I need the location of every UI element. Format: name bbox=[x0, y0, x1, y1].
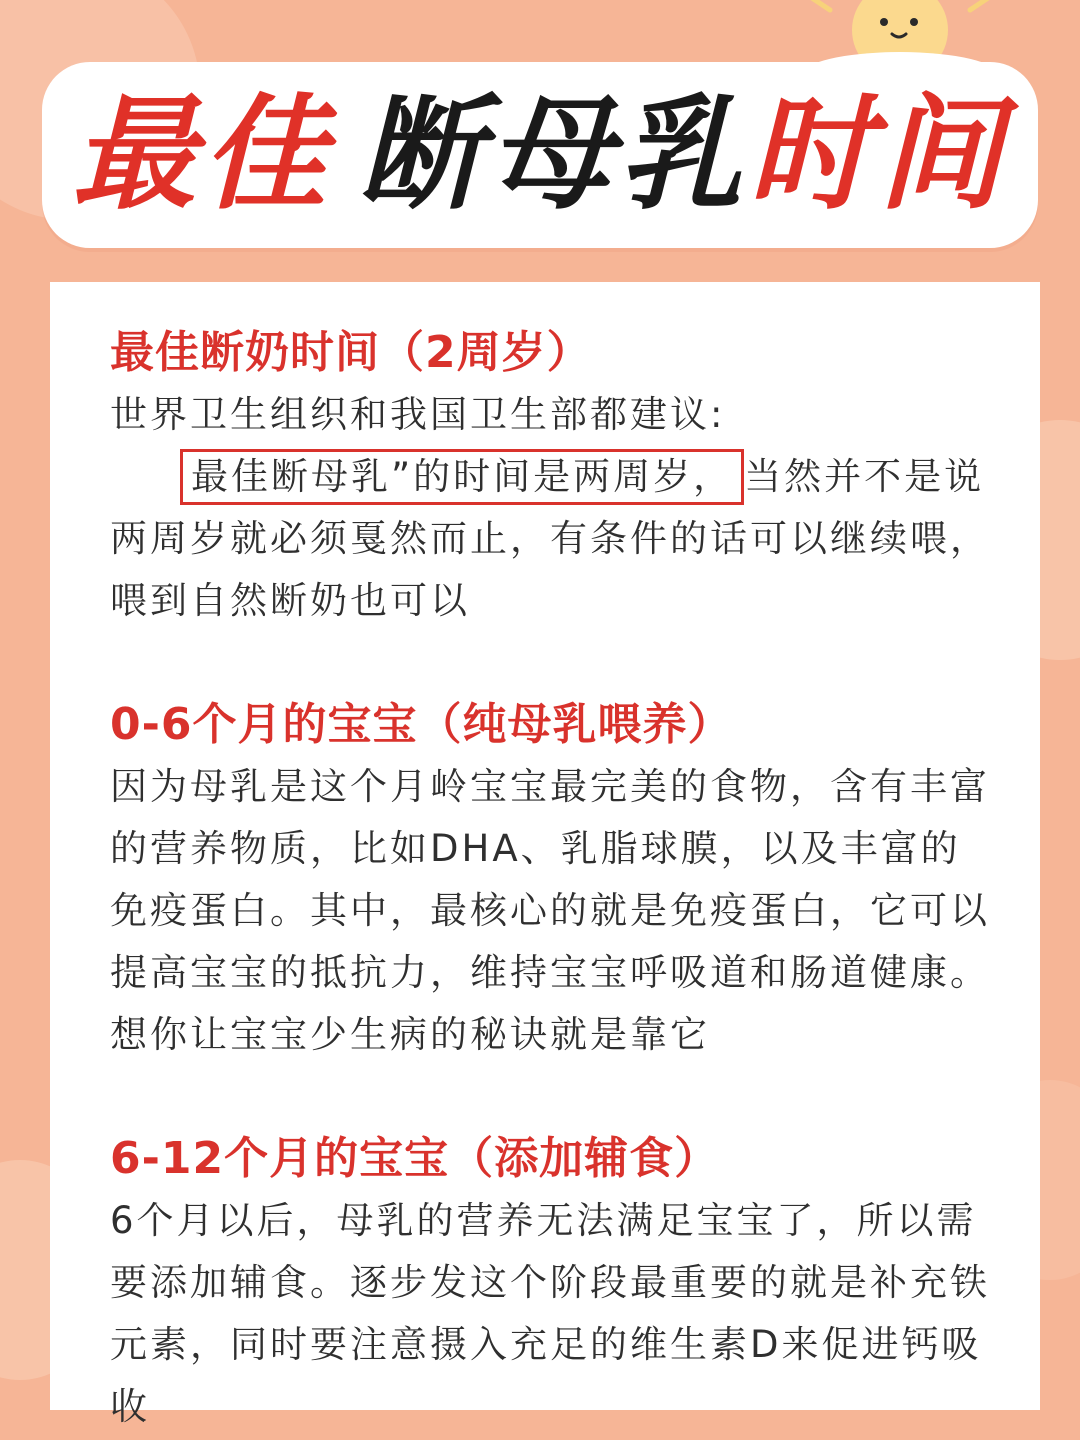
section-intro: 世界卫生组织和我国卫生部都建议: bbox=[110, 393, 726, 436]
section-best-weaning-time bbox=[110, 322, 990, 632]
section-body: 6个月以后，母乳的营养无法满足宝宝了，所以需要添加辅食。逐步发这个阶段最重要的就是补充铁元素，同时要注意摄入充足的维生素D来促进钙吸收 bbox=[110, 1199, 990, 1428]
highlight-box: 最佳断母乳”的时间是两周岁， bbox=[180, 449, 744, 505]
section-0-6-months bbox=[110, 694, 990, 1066]
title-part-3: 时间 bbox=[748, 83, 1009, 227]
section-body: 两周岁就必须戛然而止，有条件的话可以继续喂，喂到自然断奶也可以 bbox=[110, 517, 990, 622]
page-title bbox=[71, 83, 1009, 227]
title-part-1: 最佳 bbox=[71, 83, 332, 227]
section-heading: 0-6个月的宝宝（纯母乳喂养） bbox=[110, 699, 733, 750]
section-heading: 6-12个月的宝宝（添加辅食） bbox=[110, 1133, 720, 1184]
section-heading: 最佳断奶时间（2周岁） bbox=[110, 327, 592, 378]
content-card bbox=[50, 282, 1040, 1428]
highlight-line bbox=[110, 446, 990, 508]
section-6-12-months bbox=[110, 1128, 990, 1438]
title-banner bbox=[42, 62, 1038, 248]
section-body: 因为母乳是这个月岭宝宝最完美的食物，含有丰富的营养物质，比如DHA、乳脂球膜，以及丰富的免疫蛋白。其中，最核心的就是免疫蛋白，它可以提高宝宝的抵抗力，维持宝宝呼吸道和肠道健康。想你让宝宝少生病的秘诀就是靠它 bbox=[110, 765, 990, 1056]
title-part-2: 断母乳 bbox=[357, 83, 748, 227]
highlight-continuation: 当然并不是说 bbox=[744, 455, 985, 498]
